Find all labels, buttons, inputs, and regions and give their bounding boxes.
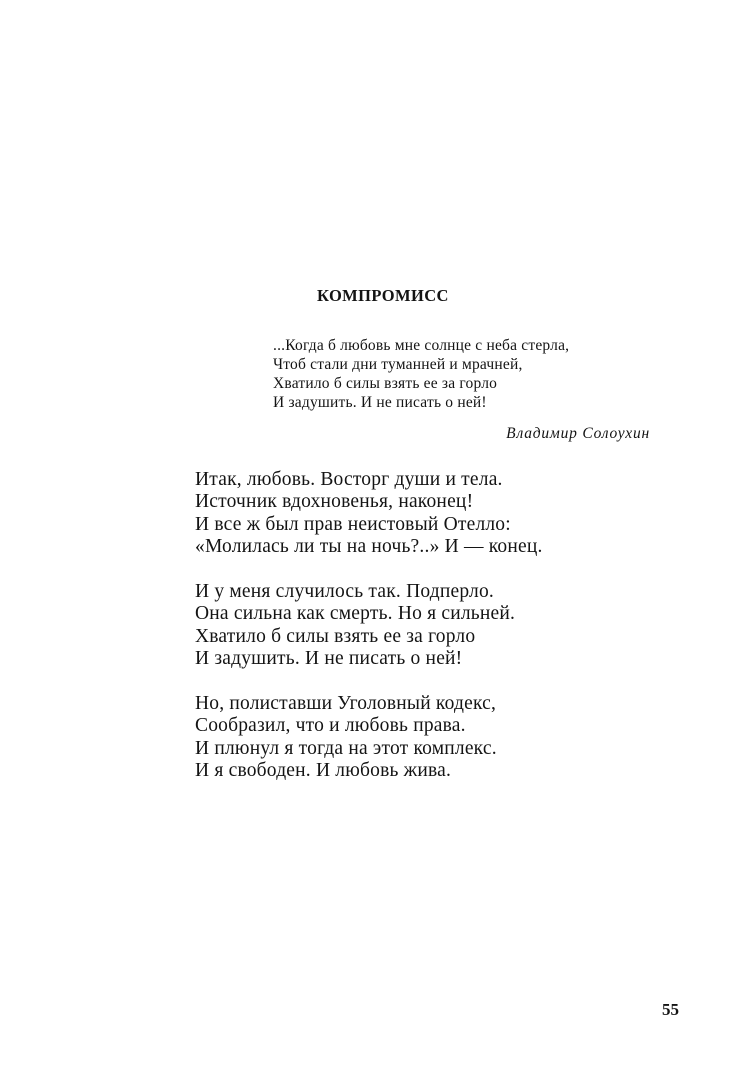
poem-body — [195, 469, 635, 805]
poem-line: И задушить. И не писать о ней! — [195, 648, 463, 670]
poem-line: И я свободен. И любовь жива. — [195, 760, 452, 782]
poem-line: Сообразил, что и любовь права. — [195, 715, 466, 737]
poem-line: Хватило б силы взять ее за горло — [195, 625, 476, 647]
epigraph-line: И задушить. И не писать о ней! — [273, 394, 487, 411]
stanza-1 — [195, 469, 635, 559]
epigraph-author: Владимир Солоухин — [506, 425, 650, 442]
poem-line: И у меня случилось так. Подперло. — [195, 581, 494, 603]
page-number: 55 — [662, 1000, 679, 1019]
poem-line: Источник вдохновенья, наконец! — [195, 491, 474, 513]
poem-line: И все ж был прав неистовый Отелло: — [195, 513, 511, 535]
poem-line: И плюнул я тогда на этот комплекс. — [195, 737, 497, 759]
epigraph-line: Чтоб стали дни туманней и мрачней, — [273, 356, 523, 373]
poem-title: КОМПРОМИСС — [317, 286, 449, 305]
stanza-3 — [195, 693, 635, 783]
poem-line: Она сильна как смерть. Но я сильней. — [195, 603, 516, 625]
poem-line: «Молилась ли ты на ночь?..» И — конец. — [195, 536, 543, 558]
poem-line: Итак, любовь. Восторг души и тела. — [195, 469, 503, 490]
epigraph-line: Хватило б силы взять ее за горло — [273, 375, 498, 392]
epigraph — [273, 336, 653, 412]
stanza-2 — [195, 581, 635, 671]
poem-line: Но, полиставши Уголовный кодекс, — [195, 693, 497, 715]
epigraph-line: ...Когда б любовь мне солнце с неба стерла, — [273, 337, 570, 354]
